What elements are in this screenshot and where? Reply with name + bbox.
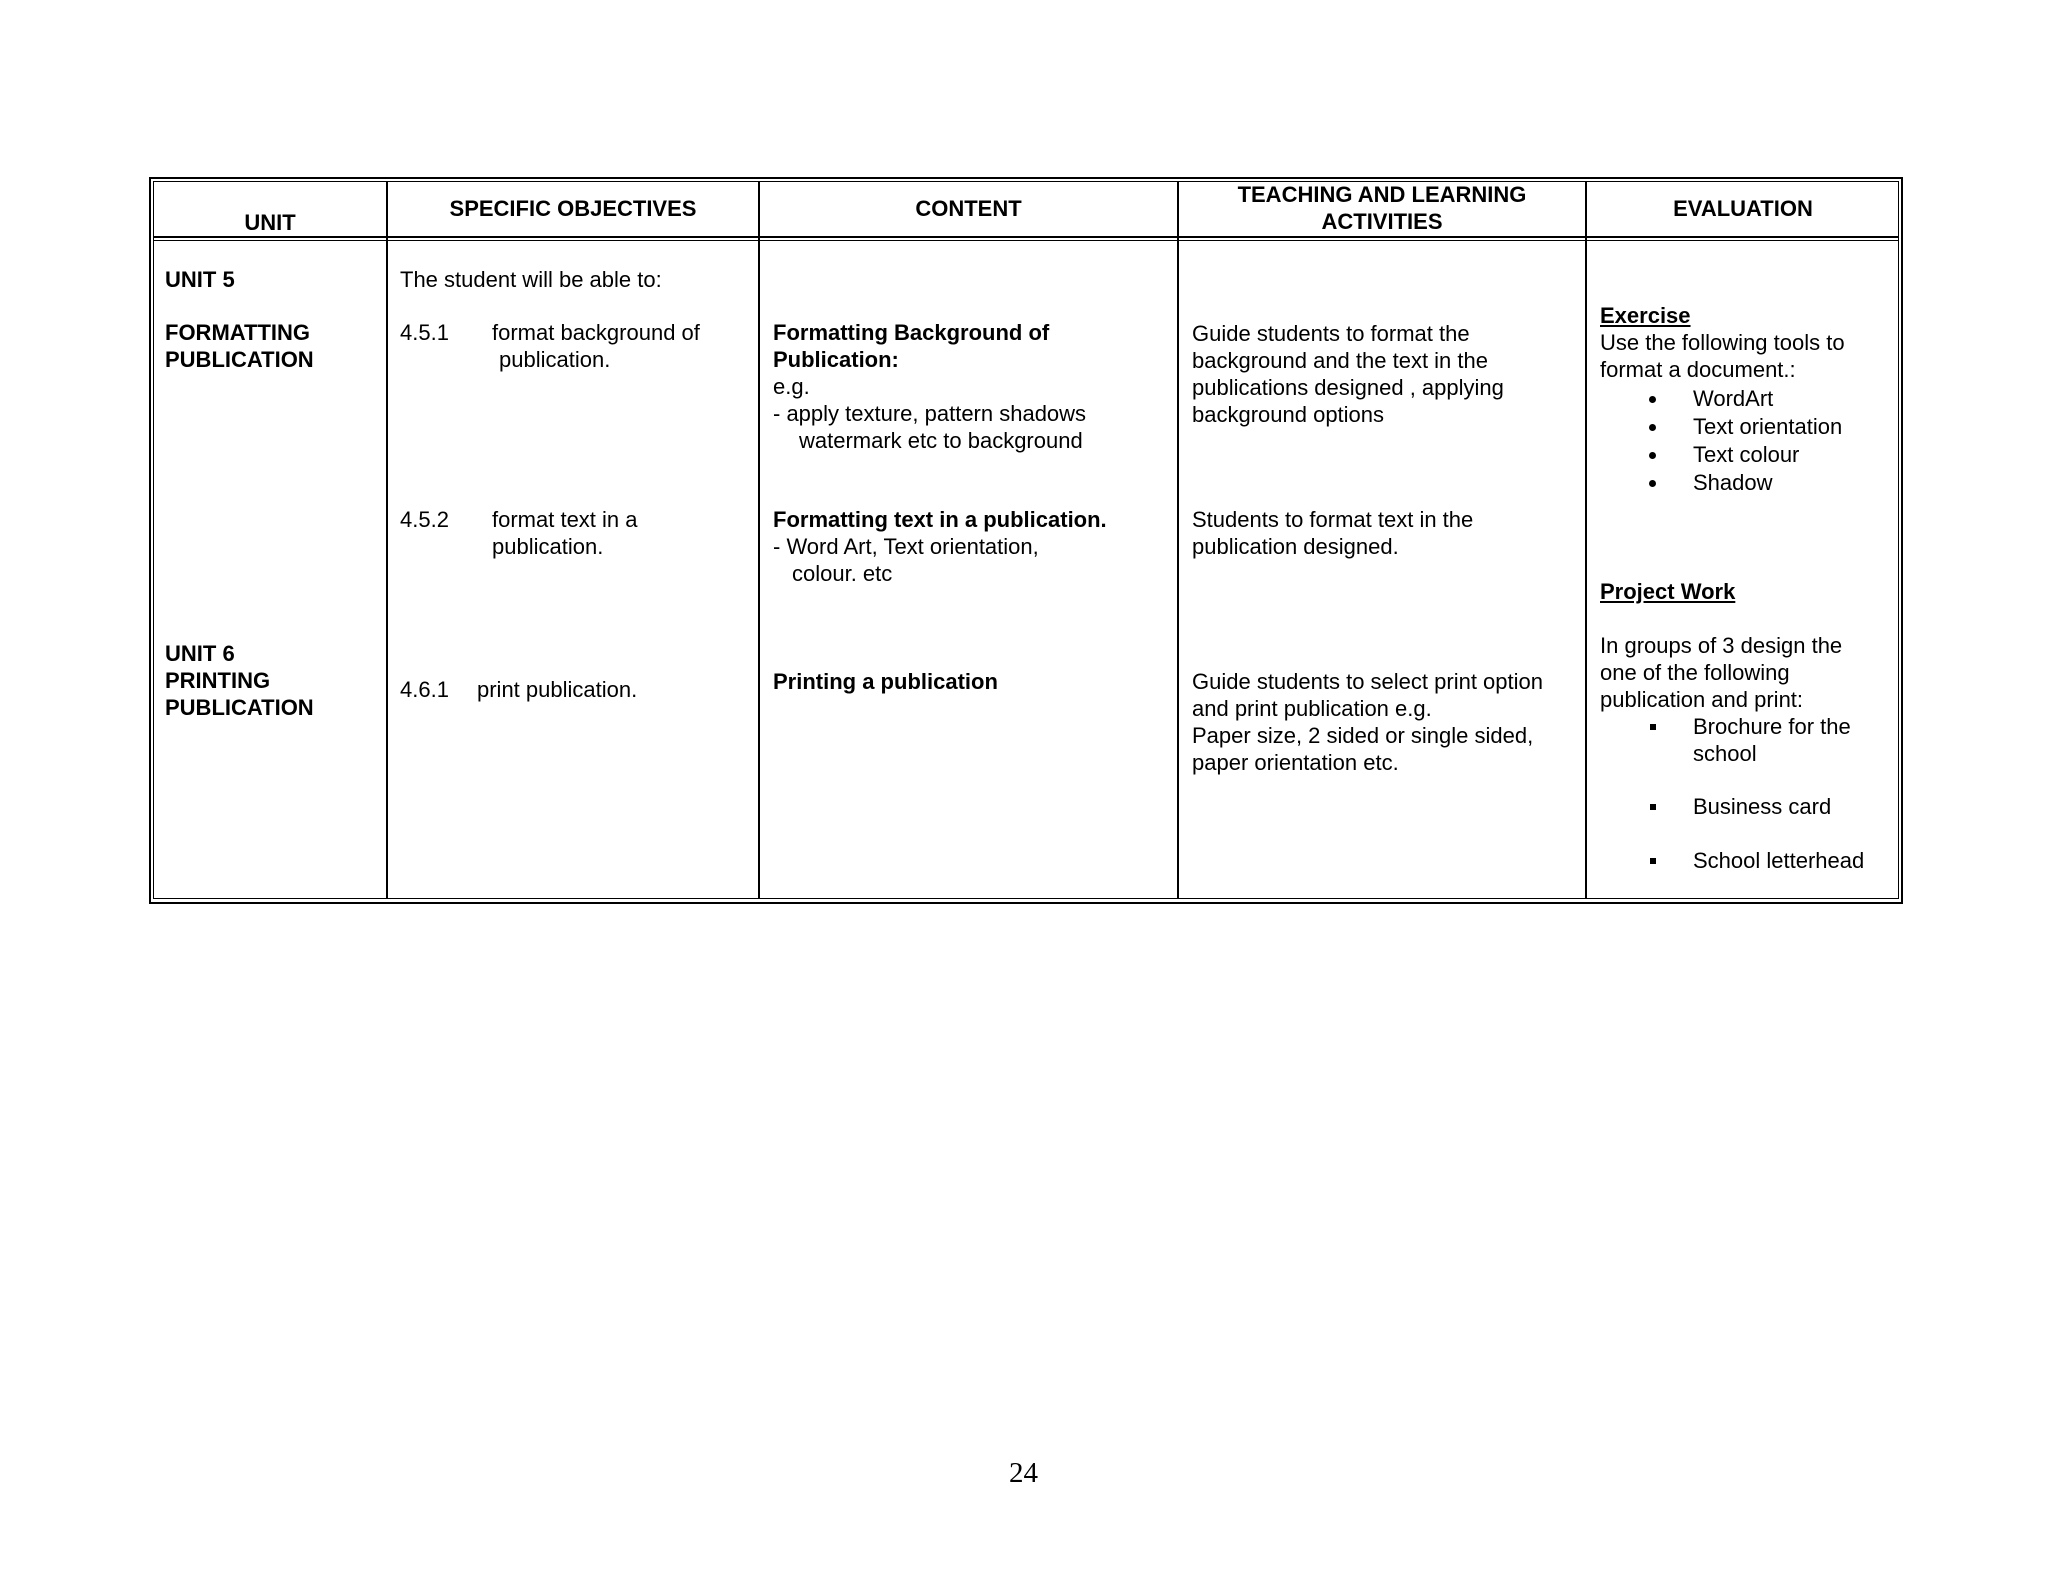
activity-text: paper orientation etc. bbox=[1192, 750, 1399, 775]
objective-number: 4.5.1 bbox=[400, 320, 449, 345]
content-text: - Word Art, Text orientation, bbox=[773, 534, 1039, 559]
exercise-item: Text orientation bbox=[1693, 414, 1843, 439]
bullet-square-icon bbox=[1650, 724, 1656, 730]
activity-text: publication designed. bbox=[1192, 534, 1399, 559]
activity-text: Students to format text in the bbox=[1192, 507, 1474, 532]
header-specific-objectives: SPECIFIC OBJECTIVES bbox=[449, 196, 697, 221]
objective-number: 4.6.1 bbox=[400, 677, 449, 702]
unit5-label: UNIT 5 bbox=[165, 267, 235, 292]
header-unit: UNIT bbox=[244, 210, 296, 235]
content-text: colour. etc bbox=[792, 561, 893, 586]
project-text: publication and print: bbox=[1600, 687, 1804, 712]
header-evaluation: EVALUATION bbox=[1673, 196, 1813, 221]
content-title: Formatting Background of bbox=[773, 320, 1050, 345]
bullet-dot-icon bbox=[1649, 480, 1656, 487]
unit6-title-line1: PRINTING bbox=[165, 668, 271, 693]
bullet-dot-icon bbox=[1649, 424, 1656, 431]
content-text: - apply texture, pattern shadows bbox=[773, 401, 1087, 426]
objective-text: format background of bbox=[492, 320, 700, 345]
header-activities-line2: ACTIVITIES bbox=[1321, 209, 1443, 234]
content-text: watermark etc to background bbox=[799, 428, 1083, 453]
activity-text: Paper size, 2 sided or single sided, bbox=[1192, 723, 1534, 748]
header-content: CONTENT bbox=[915, 196, 1022, 221]
bullet-square-icon bbox=[1650, 804, 1656, 810]
exercise-item: Shadow bbox=[1693, 470, 1773, 495]
content-title: Formatting text in a publication. bbox=[773, 507, 1107, 532]
exercise-text: Use the following tools to bbox=[1600, 330, 1845, 355]
content-title: Publication: bbox=[773, 347, 899, 372]
unit5-title-line2: PUBLICATION bbox=[165, 347, 314, 372]
objective-number: 4.5.2 bbox=[400, 507, 449, 532]
project-item: school bbox=[1693, 741, 1757, 766]
bullet-square-icon bbox=[1650, 858, 1656, 864]
page-number: 24 bbox=[1009, 1457, 1038, 1489]
project-item: Brochure for the bbox=[1693, 714, 1851, 739]
project-text: In groups of 3 design the bbox=[1600, 633, 1843, 658]
activity-text: Guide students to format the bbox=[1192, 321, 1470, 346]
project-work-heading: Project Work bbox=[1600, 579, 1736, 604]
objectives-intro: The student will be able to: bbox=[400, 267, 662, 292]
unit5-title-line1: FORMATTING bbox=[165, 320, 311, 345]
project-text: one of the following bbox=[1600, 660, 1790, 685]
unit6-label: UNIT 6 bbox=[165, 641, 235, 666]
activity-text: Guide students to select print option bbox=[1192, 669, 1543, 694]
content-text: e.g. bbox=[773, 374, 810, 399]
exercise-item: Text colour bbox=[1693, 442, 1800, 467]
exercise-text: format a document.: bbox=[1600, 357, 1796, 382]
header-activities bbox=[1179, 181, 1585, 235]
activity-text: publications designed , applying bbox=[1192, 375, 1504, 400]
activity-text: background options bbox=[1192, 402, 1385, 427]
exercise-heading: Exercise bbox=[1600, 303, 1691, 328]
objective-text: publication. bbox=[492, 534, 604, 559]
activity-text: background and the text in the bbox=[1192, 348, 1488, 373]
header-activities-line1: TEACHING AND LEARNING bbox=[1237, 182, 1527, 207]
objective-text: publication. bbox=[499, 347, 611, 372]
objective-text: format text in a bbox=[492, 507, 638, 532]
bullet-dot-icon bbox=[1649, 396, 1656, 403]
objective-text: print publication. bbox=[477, 677, 638, 702]
activity-text: and print publication e.g. bbox=[1192, 696, 1432, 721]
exercise-item: WordArt bbox=[1693, 386, 1774, 411]
project-item: Business card bbox=[1693, 794, 1832, 819]
bullet-dot-icon bbox=[1649, 452, 1656, 459]
project-item: School letterhead bbox=[1693, 848, 1865, 873]
content-title: Printing a publication bbox=[773, 669, 998, 694]
unit6-title-line2: PUBLICATION bbox=[165, 695, 314, 720]
